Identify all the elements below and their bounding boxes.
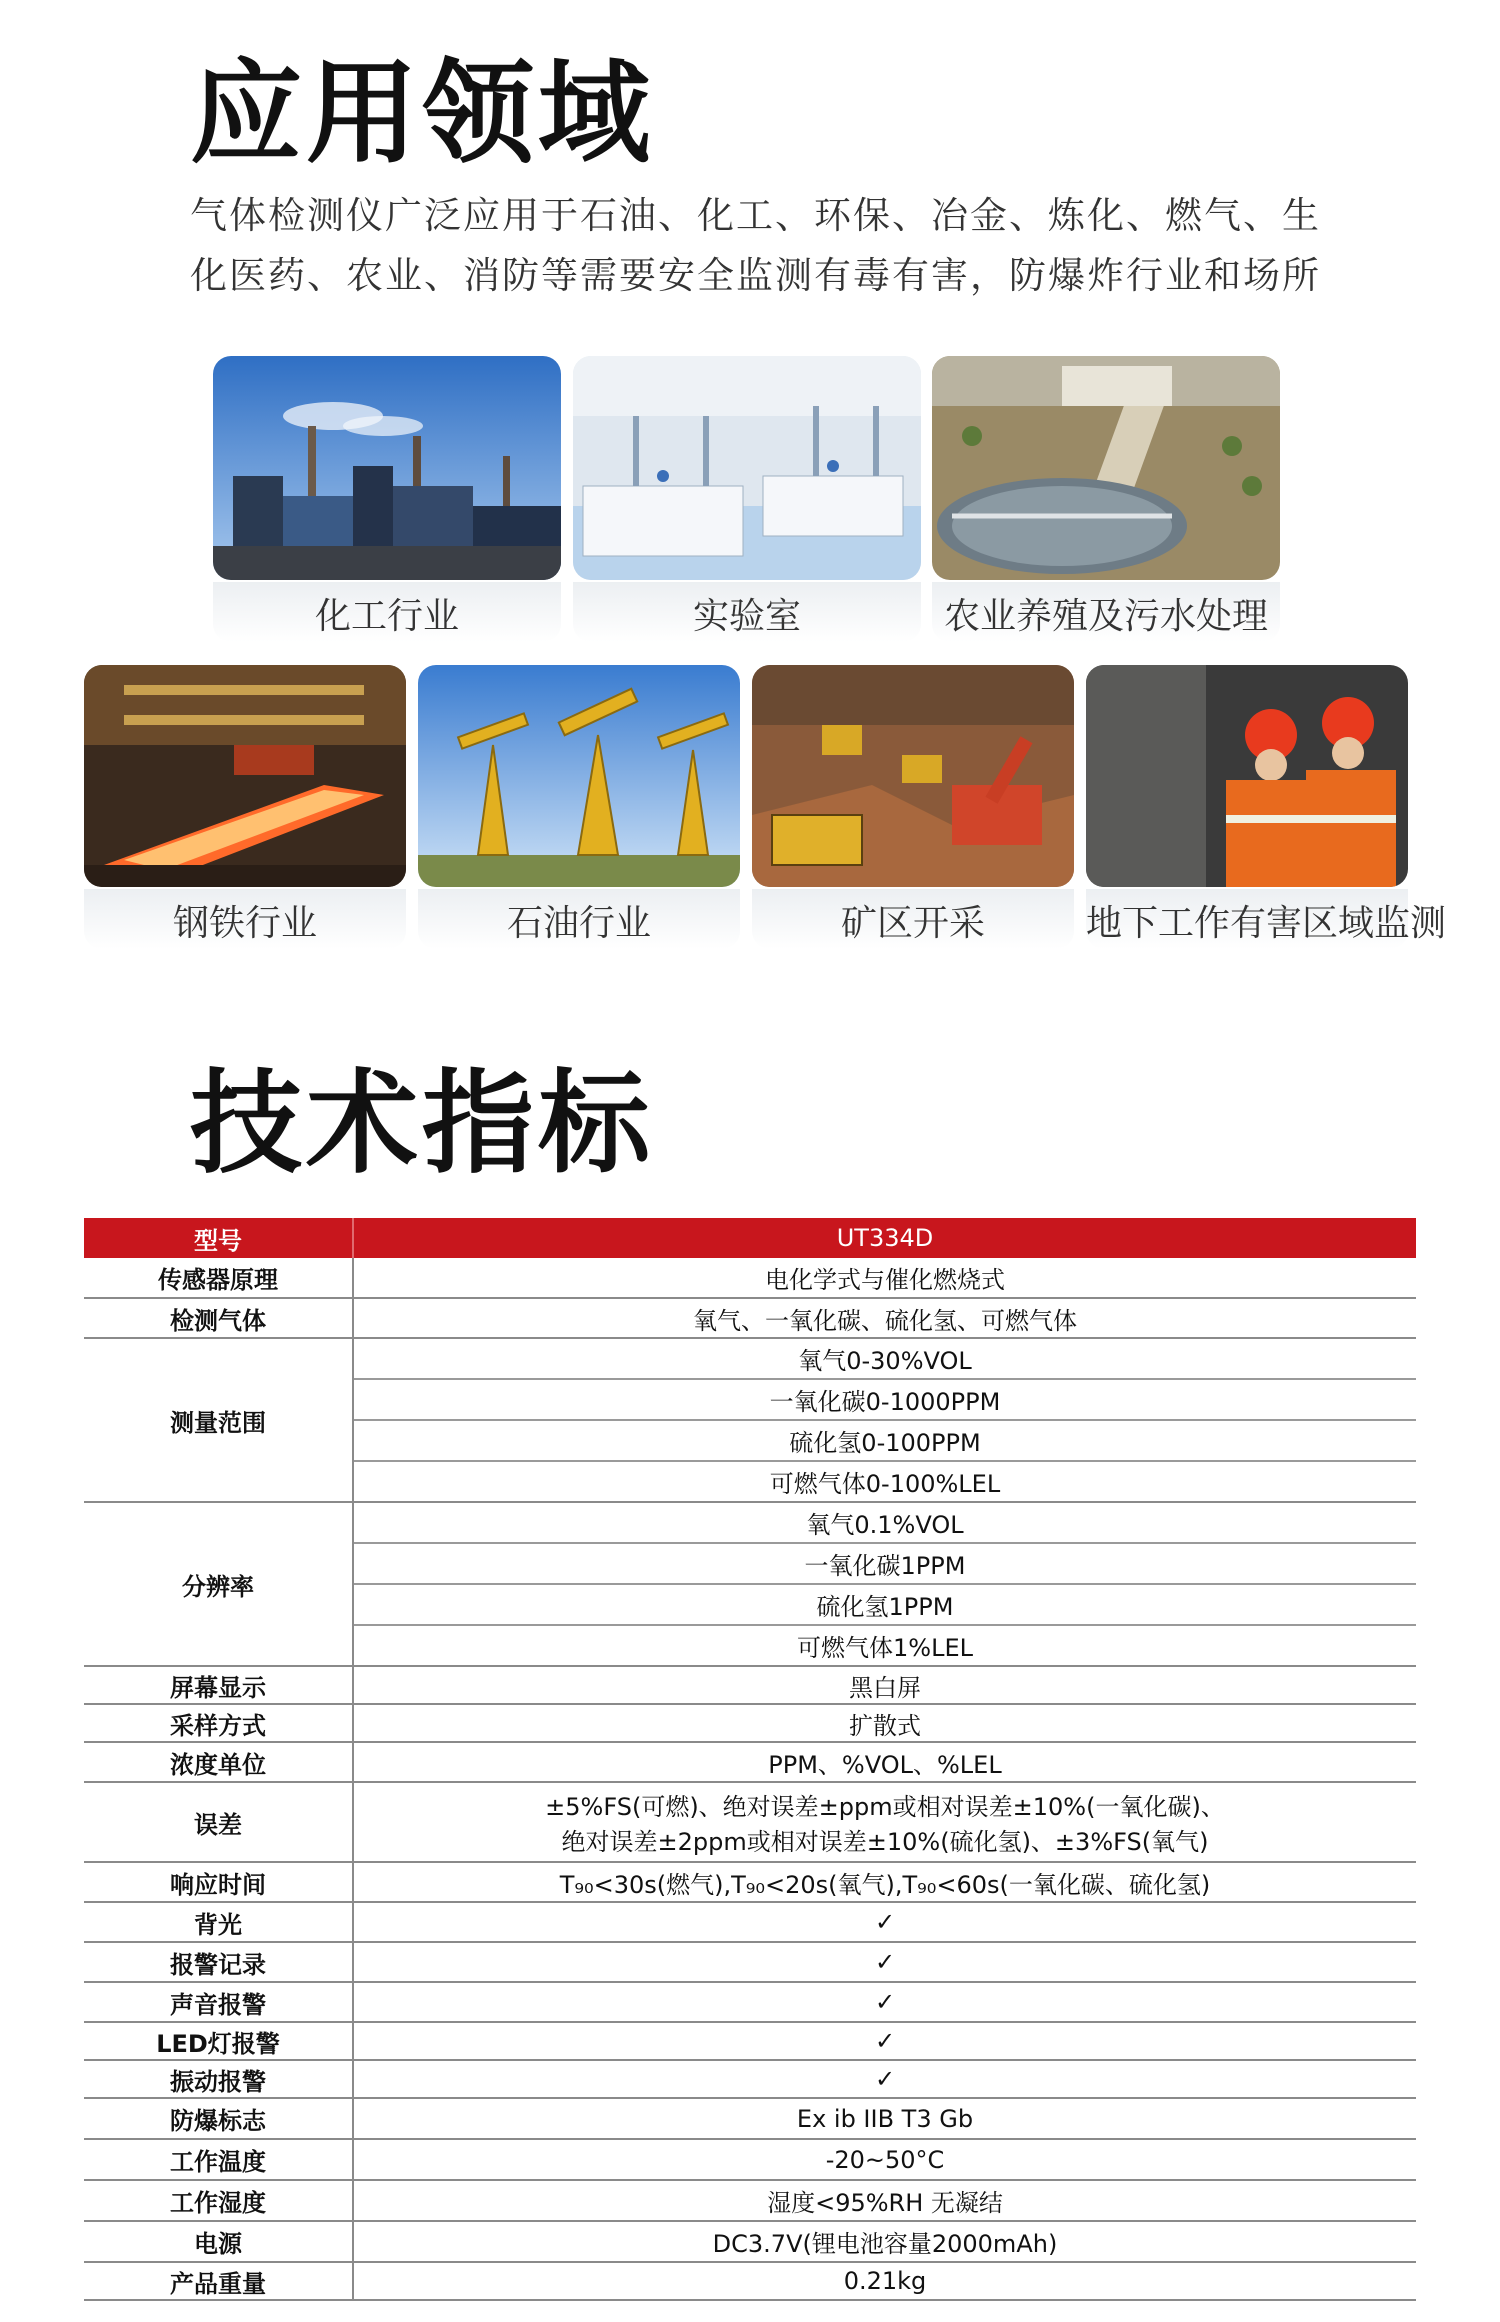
row-label: 分辨率 [84,1502,353,1666]
table-row [84,1704,1416,1742]
row-label: 工作湿度 [84,2180,353,2221]
table-row [84,1298,1416,1338]
row-value: 一氧化碳1PPM [353,1543,1416,1584]
row-label: 声音报警 [84,1982,353,2022]
row-label: 报警记录 [84,1942,353,1982]
row-value: 硫化氢1PPM [353,1584,1416,1625]
tile-label: 化工行业 [314,596,459,637]
application-intro [190,186,1350,306]
row-label: 振动报警 [84,2060,353,2098]
row-label: 误差 [84,1782,353,1862]
tile-label: 农业养殖及污水处理 [943,596,1268,637]
table-row [84,1862,1416,1902]
tile-label: 矿区开采 [840,903,985,944]
row-label: 屏幕显示 [84,1666,353,1704]
row-value: 硫化氢0-100PPM [353,1420,1416,1461]
table-row [84,1666,1416,1704]
table-row [84,2098,1416,2139]
table-row [84,2262,1416,2300]
row-label: 产品重量 [84,2262,353,2300]
row-value: 一氧化碳0-1000PPM [353,1379,1416,1420]
check-icon: ✓ [353,2060,1416,2098]
row-label: 采样方式 [84,1704,353,1742]
model-value: UT334D [353,1218,1416,1258]
row-value: PPM、%VOL、%LEL [353,1742,1416,1782]
row-label: 背光 [84,1902,353,1942]
table-row [84,2180,1416,2221]
row-value: 扩散式 [353,1704,1416,1742]
row-value: 氧气0-30%VOL [353,1338,1416,1379]
row-value: 电化学式与催化燃烧式 [353,1258,1416,1298]
table-row [84,1982,1416,2022]
row-label: 电源 [84,2221,353,2262]
table-row [84,1502,1416,1543]
row-label: 工作温度 [84,2139,353,2180]
table-row [84,1742,1416,1782]
error-line-1: ±5%FS(可燃)、绝对误差±ppm或相对误差±10%(一氧化碳)、 [545,1793,1225,1821]
row-label: 测量范围 [84,1338,353,1502]
row-value: 可燃气体1%LEL [353,1625,1416,1666]
steel-mill-photo [84,665,406,887]
check-icon: ✓ [353,1942,1416,1982]
row-value: 可燃气体0-100%LEL [353,1461,1416,1502]
table-row [84,2022,1416,2060]
spec-table [84,1218,1416,2301]
underground-workers-photo [1086,665,1408,887]
model-label: 型号 [84,1218,353,1258]
intro-line-2: 化医药、农业、消防等需要安全监测有毒有害，防爆炸行业和场所 [190,254,1321,297]
row-value: 氧气、一氧化碳、硫化氢、可燃气体 [353,1298,1416,1338]
sewage-treatment-photo [932,356,1280,580]
error-line-2: 绝对误差±2ppm或相对误差±10%(硫化氢)、±3%FS(氧气) [561,1828,1209,1856]
table-row [84,1782,1416,1862]
row-label: 传感器原理 [84,1258,353,1298]
application-title: 应用领域 [190,49,654,179]
row-value: 湿度<95%RH 无凝结 [353,2180,1416,2221]
table-row [84,1338,1416,1379]
row-value: Ex ib IIB T3 Gb [353,2098,1416,2139]
specs-title: 技术指标 [190,1059,654,1189]
row-label: LED灯报警 [84,2022,353,2060]
row-label: 检测气体 [84,1298,353,1338]
row-label: 浓度单位 [84,1742,353,1782]
intro-line-1: 气体检测仪广泛应用于石油、化工、环保、冶金、炼化、燃气、生 [190,194,1321,237]
laboratory-photo [573,356,921,580]
row-label: 防爆标志 [84,2098,353,2139]
table-header-row [84,1218,1416,1258]
table-row [84,1258,1416,1298]
row-value: 黑白屏 [353,1666,1416,1704]
row-value: DC3.7V(锂电池容量2000mAh) [353,2221,1416,2262]
row-value: 0.21kg [353,2262,1416,2300]
row-value: T₉₀<30s(燃气),T₉₀<20s(氧气),T₉₀<60s(一氧化碳、硫化氢) [353,1862,1416,1902]
table-row [84,2139,1416,2180]
oil-pumpjack-photo [418,665,740,887]
row-label: 响应时间 [84,1862,353,1902]
row-value [353,1782,1416,1862]
chemical-plant-photo [213,356,561,580]
table-row [84,1942,1416,1982]
tile-label: 地下工作有害区域监测 [1086,903,1447,944]
mining-excavator-photo [752,665,1074,887]
check-icon: ✓ [353,1902,1416,1942]
check-icon: ✓ [353,2022,1416,2060]
tile-label: 石油行业 [506,903,651,944]
table-row [84,1902,1416,1942]
check-icon: ✓ [353,1982,1416,2022]
tile-label: 钢铁行业 [172,903,317,944]
row-value: -20~50°C [353,2139,1416,2180]
row-value: 氧气0.1%VOL [353,1502,1416,1543]
tile-label: 实验室 [692,596,801,637]
table-row [84,2221,1416,2262]
table-row [84,2060,1416,2098]
